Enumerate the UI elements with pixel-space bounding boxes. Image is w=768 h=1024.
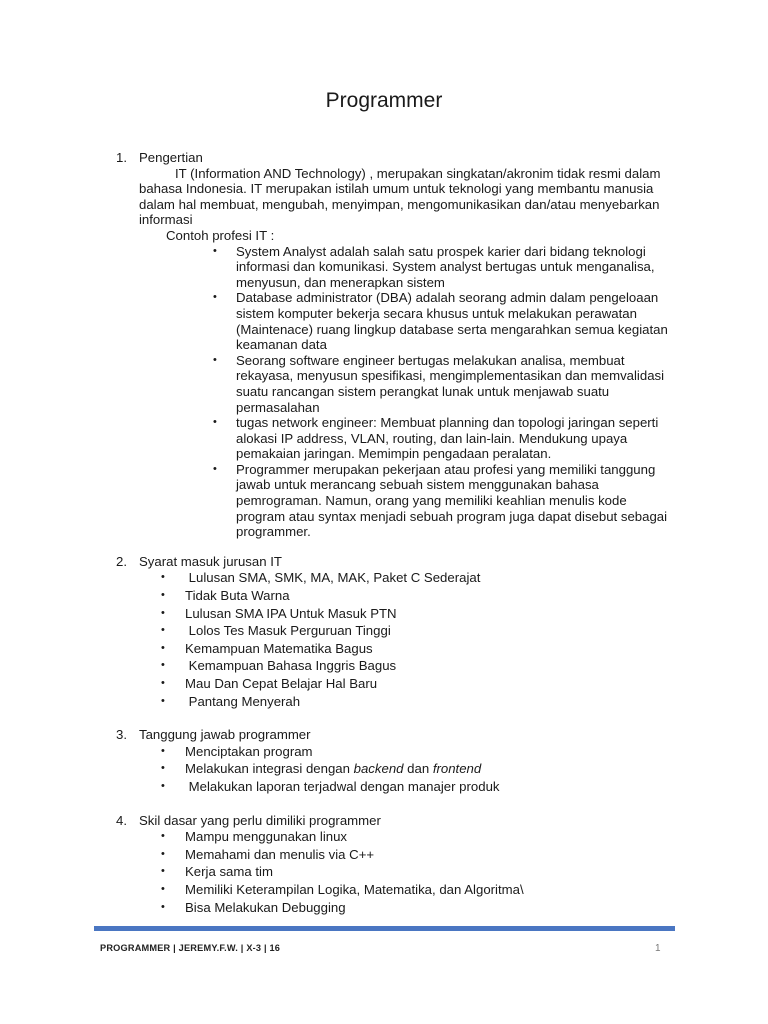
bullet-icon: •	[161, 624, 165, 637]
section-number: 3.	[116, 727, 127, 743]
skill-list	[0, 828, 768, 916]
list-item: • Kemampuan Bahasa Inggris Bagus	[161, 658, 397, 674]
footer-text: PROGRAMMER | JEREMY.F.W. | X-3 | 16	[100, 943, 281, 953]
bullet-icon: •	[161, 744, 165, 757]
definition-paragraph: IT (Information AND Technology) , merupakan singkatan/akronim tidak resmi dalam bahasa Indonesia. IT merupakan istilah umum untuk teknologi yang membantu manusia dalam hal membuat, mengubah, menyimpan, mengomunikasikan dan/atau menyebarkan informasi	[139, 165, 661, 228]
section-heading: Tanggung jawab programmer	[139, 727, 311, 743]
list-item: • Lolos Tes Masuk Perguruan Tinggi	[161, 623, 391, 639]
list-item: • Seorang software engineer bertugas melakukan analisa, membuat rekayasa, menyusun spesifikasi, mengimplementasikan dan memvalidasi suatu rancangan sistem perangkat lunak untuk menjawab suatu permasalahan	[213, 352, 665, 415]
bullet-icon: •	[161, 571, 165, 584]
bullet-icon: •	[161, 830, 165, 843]
bullet-icon: •	[161, 882, 165, 895]
list-item: • tugas network engineer: Membuat planning dan topologi jaringan seperti alokasi IP address, VLAN, routing, dan lain-lain. Mendukung upaya pemakaian jaringan. Memimpin pengadaan peralatan.	[213, 415, 659, 462]
bullet-icon: •	[161, 677, 165, 689]
bullet-icon: •	[213, 353, 217, 366]
section-heading: Pengertian	[139, 150, 203, 165]
section-number: 2.	[116, 553, 127, 569]
section-skil-dasar	[0, 813, 768, 917]
section-pengertian	[0, 150, 768, 540]
list-item: • Menciptakan program	[161, 743, 313, 759]
footer-divider	[94, 926, 675, 931]
page-title: Programmer	[325, 89, 443, 112]
list-item: • Database administrator (DBA) adalah seorang admin dalam pengeloaan sistem komputer bekerja secara khusus untuk melakukan perawatan (Maintenace) ruang lingkup database serta mengarahkan semua kegiatan keamanan data	[213, 290, 668, 353]
list-item: • Pantang Menyerah	[161, 693, 301, 709]
bullet-icon: •	[161, 847, 165, 860]
responsibility-list	[0, 743, 768, 796]
list-item: • System Analyst adalah salah satu prospek karier dari bidang teknologi informasi dan komunikasi. System analyst bertugas untuk menganalisa, menyusun, dan menerapkan sistem	[213, 243, 655, 290]
list-item: • Bisa Melakukan Debugging	[161, 899, 346, 915]
bullet-icon: •	[161, 762, 165, 775]
list-item: • Mau Dan Cepat Belajar Hal Baru	[161, 676, 378, 691]
profession-list	[0, 244, 768, 540]
bullet-icon: •	[161, 865, 165, 878]
examples-label: Contoh profesi IT :	[166, 227, 275, 243]
bullet-icon: •	[161, 779, 165, 792]
document-body	[0, 150, 768, 916]
list-item: • Kemampuan Matematika Bagus	[161, 640, 373, 656]
list-item: • Lulusan SMA IPA Untuk Masuk PTN	[161, 605, 397, 621]
list-item: • Melakukan laporan terjadwal dengan manajer produk	[161, 778, 500, 794]
list-item: • Memahami dan menulis via C++	[161, 846, 375, 862]
section-syarat	[0, 554, 768, 710]
section-tanggung-jawab	[0, 727, 768, 795]
bullet-icon: •	[161, 694, 165, 707]
requirement-list	[0, 569, 768, 710]
list-item: • Memiliki Keterampilan Logika, Matematika, dan Algoritma\	[161, 881, 524, 897]
bullet-icon: •	[213, 416, 217, 429]
section-number: 4.	[116, 812, 127, 828]
list-item: • Melakukan integrasi dengan backend dan frontend	[161, 761, 482, 777]
bullet-icon: •	[161, 589, 165, 602]
list-item: • Mampu menggunakan linux	[161, 829, 348, 845]
list-item: • Tidak Buta Warna	[161, 588, 290, 604]
bullet-icon: •	[161, 659, 165, 672]
list-item: • Kerja sama tim	[161, 864, 273, 880]
bullet-icon: •	[213, 462, 217, 475]
bullet-icon: •	[161, 641, 165, 654]
section-heading: Syarat masuk jurusan IT	[139, 553, 282, 569]
bullet-icon: •	[213, 244, 217, 257]
bullet-icon: •	[213, 291, 217, 304]
list-item: • Programmer merupakan pekerjaan atau profesi yang memiliki tanggung jawab untuk merancang sebuah sistem menggunakan bahasa pemrograman. Namun, orang yang memiliki keahlian menulis kode program atau syntax menjadi sebuah program juga dapat disebut sebagai programmer.	[213, 461, 668, 540]
page-number: 1	[655, 943, 661, 954]
bullet-icon: •	[161, 900, 165, 913]
section-number: 1.	[116, 150, 127, 165]
list-item: • Lulusan SMA, SMK, MA, MAK, Paket C Sederajat	[161, 570, 481, 586]
bullet-icon: •	[161, 606, 165, 619]
section-heading: Skil dasar yang perlu dimiliki programmer	[139, 812, 381, 828]
